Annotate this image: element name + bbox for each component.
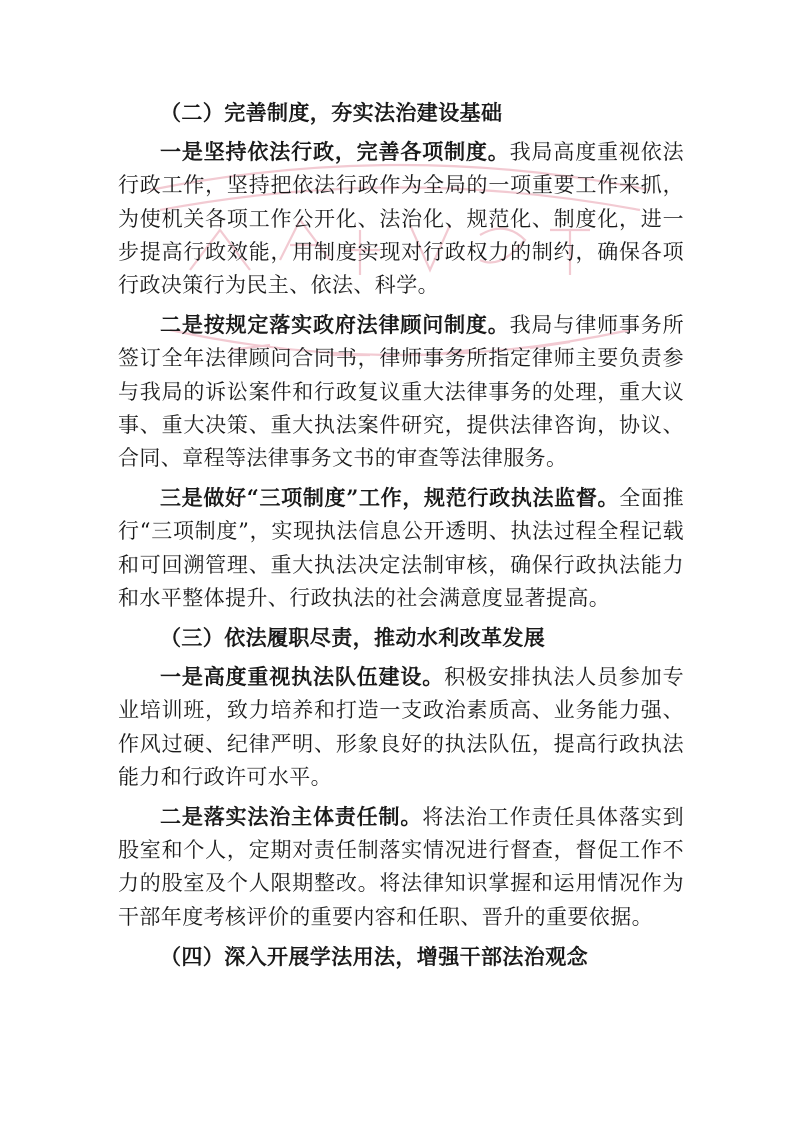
paragraph-lead: 一是高度重视执法队伍建设。 <box>160 664 445 690</box>
section-heading-4: （四）深入开展学法用法，增强干部法治观念 <box>160 943 588 969</box>
paragraph-three-systems <box>118 481 684 615</box>
paragraph-legal-administration <box>118 135 684 302</box>
document-body <box>118 96 684 979</box>
section-heading-2: （二）完善制度，夯实法治建设基础 <box>160 100 503 125</box>
paragraph-body: 积极安排执法人员参加专业培训班，致力培养和打造一支政治素质高、业务能力强、作风过硬、纪律严明、形象良好的执法队伍，提高行政执法能力和行政许可水平。 <box>118 665 684 789</box>
section-heading-3: （三）依法履职尽责，推动水利改革发展 <box>160 625 546 651</box>
paragraph-enforcement-team <box>118 660 684 794</box>
paragraph-lead: 三是做好“三项制度”工作，规范行政执法监督。 <box>160 485 620 511</box>
paragraph-lead: 二是按规定落实政府法律顾问制度。 <box>160 312 510 338</box>
paragraph-body: 将法治工作责任具体落实到股室和个人，定期对责任制落实情况进行督查，督促工作不力的股室及个人限期整改。将法律知识掌握和运用情况作为干部年度考核评价的重要内容和任职、晋升的重要依据。 <box>118 805 684 929</box>
paragraph-responsibility-system <box>118 800 684 934</box>
paragraph-body: 我局高度重视依法行政工作，坚持把依法行政作为全局的一项重要工作来抓，为使机关各项工作公开化、法治化、规范化、制度化，进一步提高行政效能，用制度实现对行政权力的制约，确保各项行政决策行为民主、依法、科学。 <box>118 140 685 298</box>
paragraph-lead: 一是坚持依法行政，完善各项制度。 <box>160 139 510 165</box>
paragraph-body: 我局与律师事务所签订全年法律顾问合同书，律师事务所指定律师主要负责参与我局的诉讼案件和行政复议重大法律事务的处理，重大议事、重大决策、重大执法案件研究，提供法律咨询，协议、合同、章程等法律事务文书的审查等法律服务。 <box>118 313 685 471</box>
paragraph-body: 全面推行“三项制度”，实现执法信息公开透明、执法过程全程记载和可回溯管理、重大执法决定法制审核，确保行政执法能力和水平整体提升、行政执法的社会满意度显著提高。 <box>118 486 684 610</box>
paragraph-legal-advisor <box>118 308 684 475</box>
paragraph-lead: 二是落实法治主体责任制。 <box>160 804 423 830</box>
